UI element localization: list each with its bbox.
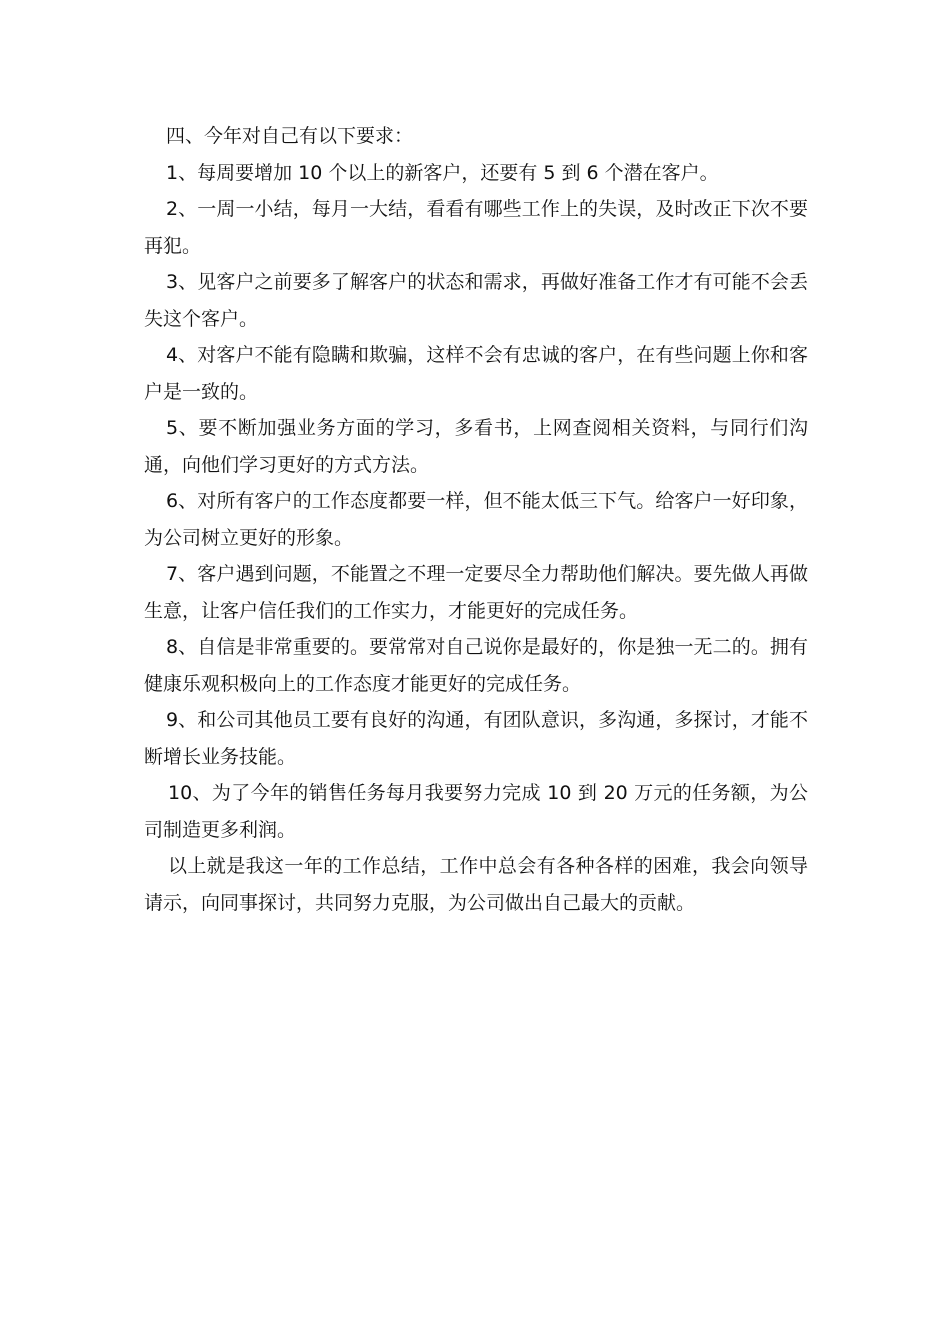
document-body: [144, 118, 808, 921]
list-item-5: 5、要不断加强业务方面的学习，多看书，上网查阅相关资料，与同行们沟通，向他们学习更好的方式方法。: [144, 417, 808, 476]
list-item-1: 1、每周要增加 10 个以上的新客户，还要有 5 到 6 个潜在客户。: [166, 161, 719, 184]
list-item-3: 3、见客户之前要多了解客户的状态和需求，再做好准备工作才有可能不会丢失这个客户。: [144, 271, 808, 330]
list-item-6: 6、对所有客户的工作态度都要一样，但不能太低三下气。给客户一好印象，为公司树立更好的形象。: [144, 490, 808, 549]
list-item-7: 7、客户遇到问题，不能置之不理一定要尽全力帮助他们解决。要先做人再做生意，让客户信任我们的工作实力，才能更好的完成任务。: [144, 563, 808, 622]
section-heading: 四、今年对自己有以下要求：: [166, 125, 414, 147]
list-item-10: 10、为了今年的销售任务每月我要努力完成 10 到 20 万元的任务额，为公司制造更多利润。: [144, 782, 808, 841]
closing-paragraph: 以上就是我这一年的工作总结，工作中总会有各种各样的困难，我会向领导请示，向同事探讨，共同努力克服，为公司做出自己最大的贡献。: [144, 855, 808, 914]
list-item-9: 9、和公司其他员工要有良好的沟通，有团队意识，多沟通，多探讨，才能不断增长业务技能。: [144, 709, 808, 768]
list-item-4: 4、对客户不能有隐瞒和欺骗，这样不会有忠诚的客户，在有些问题上你和客户是一致的。: [144, 344, 808, 403]
list-item-8: 8、自信是非常重要的。要常常对自己说你是最好的，你是独一无二的。拥有健康乐观积极向上的工作态度才能更好的完成任务。: [144, 636, 808, 695]
list-item-2: 2、一周一小结，每月一大结，看看有哪些工作上的失误，及时改正下次不要再犯。: [144, 198, 808, 257]
